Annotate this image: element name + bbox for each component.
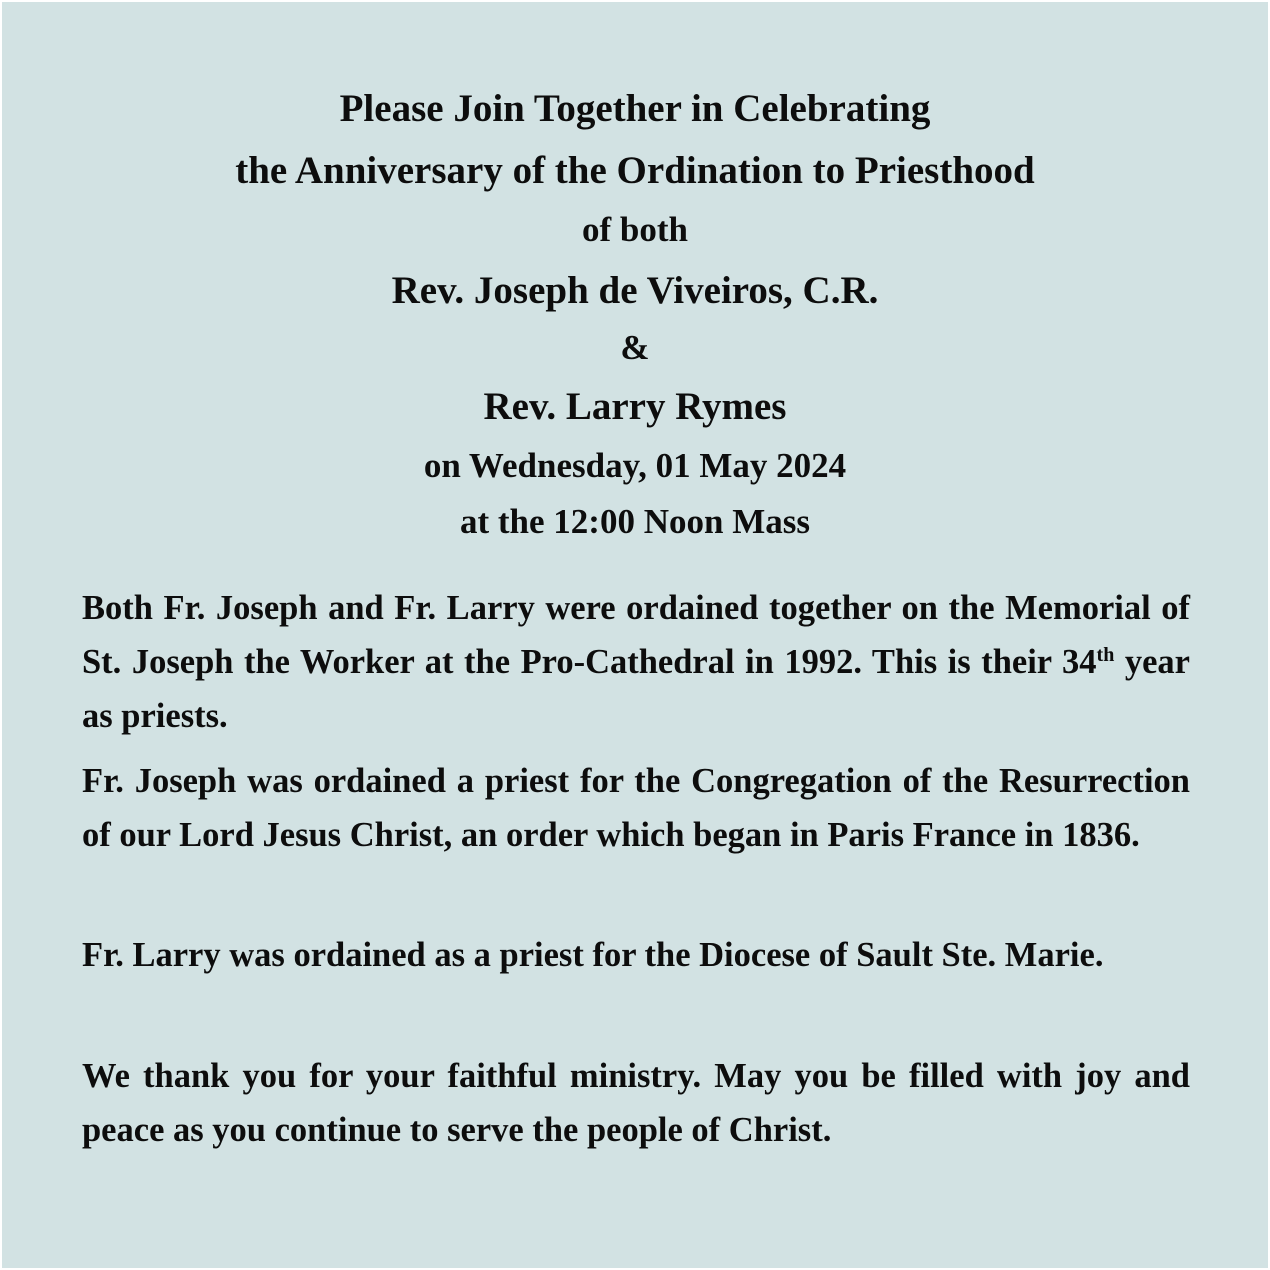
invitation-line-3: of both <box>582 210 688 249</box>
invitation-card <box>2 2 1268 1268</box>
invitation-line-1: Please Join Together in Celebrating <box>339 87 931 130</box>
event-time: at the 12:00 Noon Mass <box>460 502 810 541</box>
paragraph-ordination-text: Both Fr. Joseph and Fr. Larry were ordained together on the Memorial of St. Joseph the Worker at the Pro-Cathedral in 1992. This is their 34 <box>82 589 1190 681</box>
priest-name-2: Rev. Larry Rymes <box>483 385 787 428</box>
ordinal-suffix: th <box>1096 644 1115 666</box>
paragraph-ordination <box>82 581 1190 743</box>
invitation-line-2: the Anniversary of the Ordination to Priesthood <box>235 149 1035 192</box>
event-date: on Wednesday, 01 May 2024 <box>423 446 847 485</box>
paragraph-larry: Fr. Larry was ordained as a priest for the Diocese of Sault Ste. Marie. <box>82 936 1104 974</box>
ampersand: & <box>620 328 650 367</box>
paragraph-ordination-tail: year as priests. <box>82 643 1190 735</box>
paragraph-thanks: We thank you for your faithful ministry. May you be filled with joy and peace as you continue to serve the people of Christ. <box>82 1057 1190 1149</box>
paragraph-joseph: Fr. Joseph was ordained a priest for the Congregation of the Resurrection of our Lord Jesus Christ, an order which began in Paris France in 1836. <box>82 762 1190 854</box>
priest-name-1: Rev. Joseph de Viveiros, C.R. <box>391 269 879 312</box>
